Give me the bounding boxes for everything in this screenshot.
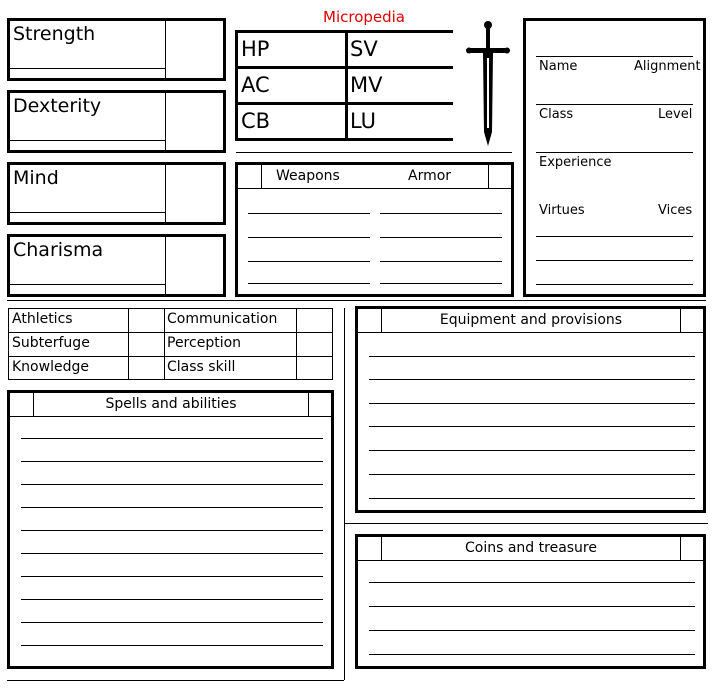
character-info-box xyxy=(523,18,706,297)
charisma-box xyxy=(7,234,226,297)
virtues-label: Virtues xyxy=(539,203,585,218)
page-title: Micropedia xyxy=(323,8,406,26)
skill-subterfuge: Subterfuge xyxy=(12,335,90,351)
mind-box xyxy=(7,162,226,225)
charisma-label: Charisma xyxy=(13,239,104,261)
stat-sv: SV xyxy=(350,37,378,61)
stat-cb: CB xyxy=(241,109,271,133)
vices-label: Vices xyxy=(658,203,693,218)
skill-communication: Communication xyxy=(167,311,278,327)
spells-header: Spells and abilities xyxy=(105,396,237,412)
stat-ac: AC xyxy=(241,73,270,97)
mind-label: Mind xyxy=(13,167,59,189)
class-label: Class xyxy=(539,107,574,122)
dexterity-box xyxy=(7,90,226,153)
skill-athletics: Athletics xyxy=(12,311,73,327)
sword-icon xyxy=(466,20,510,148)
skills-grid xyxy=(8,308,333,380)
strength-box xyxy=(7,18,226,81)
skill-perception: Perception xyxy=(167,335,242,351)
stats-box xyxy=(235,30,453,141)
coins-box xyxy=(355,534,706,669)
spells-abilities-box xyxy=(7,390,334,669)
alignment-label: Alignment xyxy=(634,59,701,74)
name-label: Name xyxy=(539,59,578,74)
skill-class-skill: Class skill xyxy=(167,359,236,375)
strength-label: Strength xyxy=(13,23,96,45)
level-label: Level xyxy=(658,107,693,122)
stat-lu: LU xyxy=(350,109,377,133)
stat-mv: MV xyxy=(350,73,383,97)
coins-header: Coins and treasure xyxy=(465,540,597,556)
weapons-header: Weapons xyxy=(276,168,340,184)
equipment-header: Equipment and provisions xyxy=(439,312,623,328)
equipment-box xyxy=(355,306,706,513)
weapons-armor-box xyxy=(235,162,514,297)
experience-label: Experience xyxy=(539,155,612,170)
skill-knowledge: Knowledge xyxy=(12,359,89,375)
dexterity-label: Dexterity xyxy=(13,95,102,117)
stat-hp: HP xyxy=(241,37,270,61)
armor-header: Armor xyxy=(408,168,452,184)
